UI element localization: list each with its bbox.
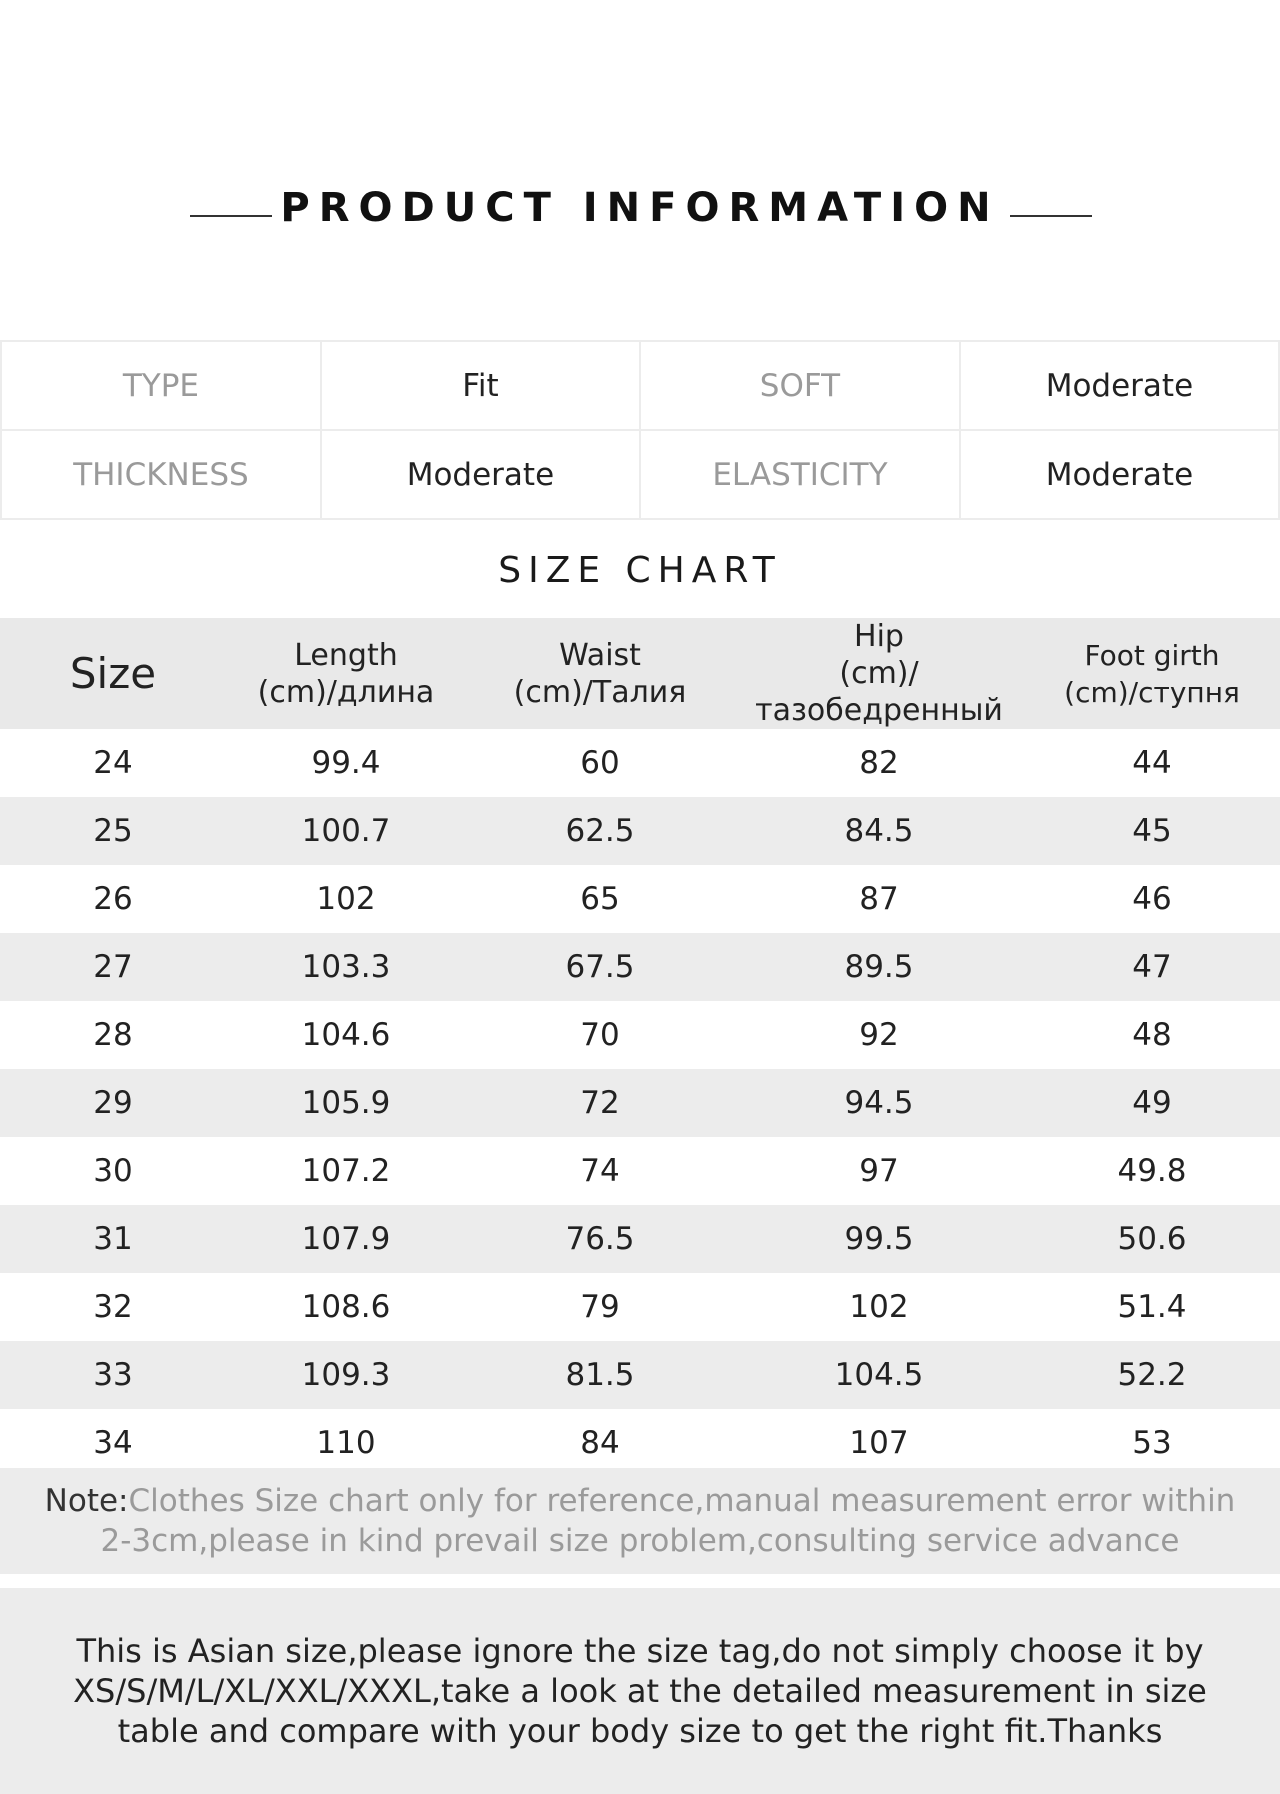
info-row bbox=[1, 430, 1279, 519]
table-row bbox=[0, 1137, 1280, 1205]
product-info-table bbox=[0, 340, 1280, 520]
size-chart-table bbox=[0, 618, 1280, 1477]
table-cell: 104.6 bbox=[301, 1017, 391, 1053]
table-cell: 82 bbox=[859, 745, 899, 781]
table-cell: 99.5 bbox=[844, 1221, 914, 1257]
column-header-size: Size bbox=[69, 649, 157, 698]
table-cell: 26 bbox=[93, 881, 133, 917]
info-value: Fit bbox=[321, 341, 640, 430]
note-line: Clothes Size chart only for reference,manual measurement error within bbox=[128, 1483, 1236, 1519]
table-cell: 49 bbox=[1132, 1085, 1172, 1121]
table-cell: 84 bbox=[580, 1425, 620, 1461]
table-cell: 100.7 bbox=[301, 813, 391, 849]
table-cell: 30 bbox=[93, 1153, 133, 1189]
table-cell: 87 bbox=[859, 881, 899, 917]
table-row bbox=[0, 1341, 1280, 1409]
table-cell: 107.9 bbox=[301, 1221, 391, 1257]
header-divider-right bbox=[1010, 215, 1092, 217]
size-chart-title: SIZE CHART bbox=[498, 550, 782, 591]
info-label: TYPE bbox=[1, 341, 321, 430]
info-value: Moderate bbox=[321, 430, 640, 519]
table-cell: 110 bbox=[316, 1425, 376, 1461]
table-row bbox=[0, 1409, 1280, 1477]
asian-size-note bbox=[0, 1588, 1280, 1794]
asian-note-line: table and compare with your body size to get the right fit.Thanks bbox=[117, 1712, 1163, 1750]
table-cell: 67.5 bbox=[565, 949, 635, 985]
table-row bbox=[0, 865, 1280, 933]
info-label: SOFT bbox=[640, 341, 960, 430]
info-label: THICKNESS bbox=[1, 430, 321, 519]
info-value: Moderate bbox=[960, 341, 1279, 430]
table-cell: 84.5 bbox=[844, 813, 914, 849]
reference-note bbox=[0, 1468, 1280, 1574]
table-cell: 50.6 bbox=[1117, 1221, 1187, 1257]
table-row bbox=[0, 729, 1280, 797]
table-row bbox=[0, 797, 1280, 865]
table-cell: 92 bbox=[859, 1017, 899, 1053]
table-cell: 74 bbox=[580, 1153, 620, 1189]
column-header-length: Length (cm)/длина bbox=[257, 637, 435, 710]
table-cell: 53 bbox=[1132, 1425, 1172, 1461]
table-cell: 72 bbox=[580, 1085, 620, 1121]
info-row bbox=[1, 341, 1279, 430]
table-cell: 105.9 bbox=[301, 1085, 391, 1121]
table-cell: 102 bbox=[849, 1289, 909, 1325]
table-cell: 65 bbox=[580, 881, 620, 917]
table-cell: 94.5 bbox=[844, 1085, 914, 1121]
table-cell: 103.3 bbox=[301, 949, 391, 985]
table-cell: 33 bbox=[93, 1357, 133, 1393]
table-cell: 29 bbox=[93, 1085, 133, 1121]
table-cell: 44 bbox=[1132, 745, 1172, 781]
table-cell: 97 bbox=[859, 1153, 899, 1189]
table-cell: 52.2 bbox=[1117, 1357, 1187, 1393]
table-cell: 48 bbox=[1132, 1017, 1172, 1053]
table-cell: 32 bbox=[93, 1289, 133, 1325]
column-header-waist: Waist (cm)/Талия bbox=[513, 637, 687, 710]
asian-note-line: XS/S/M/L/XL/XXL/XXXL,take a look at the detailed measurement in size bbox=[73, 1672, 1207, 1710]
table-cell: 89.5 bbox=[844, 949, 914, 985]
table-cell: 34 bbox=[93, 1425, 133, 1461]
table-cell: 107 bbox=[849, 1425, 909, 1461]
table-cell: 31 bbox=[93, 1221, 133, 1257]
column-header-hip: Hip (cm)/тазобедренный bbox=[755, 619, 1003, 728]
table-cell: 107.2 bbox=[301, 1153, 391, 1189]
table-row bbox=[0, 1001, 1280, 1069]
table-cell: 47 bbox=[1132, 949, 1172, 985]
table-cell: 104.5 bbox=[834, 1357, 924, 1393]
table-cell: 70 bbox=[580, 1017, 620, 1053]
table-row bbox=[0, 1069, 1280, 1137]
table-row bbox=[0, 1205, 1280, 1273]
size-chart-body bbox=[0, 729, 1280, 1477]
table-row bbox=[0, 933, 1280, 1001]
section-header bbox=[0, 175, 1280, 255]
table-cell: 76.5 bbox=[565, 1221, 635, 1257]
table-cell: 49.8 bbox=[1117, 1153, 1187, 1189]
page-title: PRODUCT INFORMATION bbox=[280, 185, 1000, 231]
table-cell: 102 bbox=[316, 881, 376, 917]
table-row bbox=[0, 1273, 1280, 1341]
table-cell: 60 bbox=[580, 745, 620, 781]
table-cell: 79 bbox=[580, 1289, 620, 1325]
note-line: 2-3cm,please in kind prevail size problem,consulting service advance bbox=[100, 1523, 1180, 1559]
size-chart-header-row bbox=[0, 618, 1280, 729]
info-value: Moderate bbox=[960, 430, 1279, 519]
table-cell: 99.4 bbox=[311, 745, 381, 781]
table-cell: 108.6 bbox=[301, 1289, 391, 1325]
note-prefix: Note: bbox=[44, 1483, 129, 1519]
table-cell: 51.4 bbox=[1117, 1289, 1187, 1325]
table-cell: 24 bbox=[93, 745, 133, 781]
table-cell: 25 bbox=[93, 813, 133, 849]
table-cell: 45 bbox=[1132, 813, 1172, 849]
table-cell: 46 bbox=[1132, 881, 1172, 917]
table-cell: 62.5 bbox=[565, 813, 635, 849]
table-cell: 27 bbox=[93, 949, 133, 985]
table-cell: 81.5 bbox=[565, 1357, 635, 1393]
table-cell: 28 bbox=[93, 1017, 133, 1053]
table-cell: 109.3 bbox=[301, 1357, 391, 1393]
asian-note-line: This is Asian size,please ignore the size tag,do not simply choose it by bbox=[76, 1632, 1204, 1670]
column-header-foot-girth: Foot girth (cm)/ступня bbox=[1064, 638, 1240, 709]
info-label: ELASTICITY bbox=[640, 430, 960, 519]
